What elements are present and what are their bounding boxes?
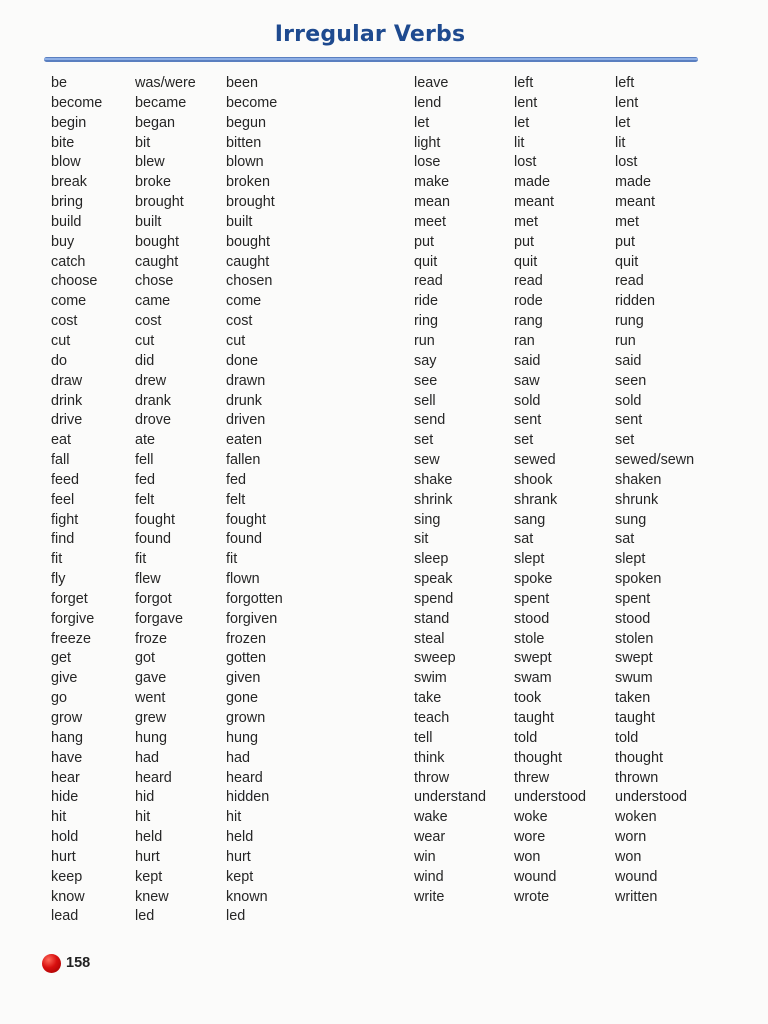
- left-past-participle-column: [226, 74, 283, 927]
- verb-cell: met: [514, 213, 538, 230]
- verb-cell: blew: [135, 154, 165, 171]
- verb-cell: know: [51, 888, 85, 905]
- verb-cell: lose: [414, 154, 441, 171]
- verb-cell: run: [414, 332, 435, 349]
- page-title: Irregular Verbs: [274, 22, 466, 47]
- verb-cell: made: [615, 174, 651, 191]
- verb-cell: drove: [135, 412, 171, 429]
- verb-cell: wrote: [514, 888, 550, 905]
- verb-cell: build: [51, 213, 82, 230]
- verb-cell: do: [51, 352, 68, 369]
- verb-cell: built: [226, 213, 253, 230]
- verb-cell: forgive: [51, 610, 95, 627]
- verb-cell: come: [226, 293, 262, 310]
- verb-cell: spent: [514, 590, 550, 607]
- verb-cell: went: [135, 690, 166, 707]
- verb-cell: hung: [226, 729, 259, 746]
- verb-cell: made: [514, 174, 550, 191]
- verb-cell: feel: [51, 491, 75, 508]
- verb-cell: fly: [51, 571, 66, 588]
- verb-cell: hear: [51, 769, 80, 786]
- verb-cell: fall: [51, 452, 70, 469]
- left-past-form-column: [135, 74, 196, 927]
- verb-cell: set: [514, 432, 534, 449]
- verb-cell: done: [226, 352, 259, 369]
- verb-cell: sew: [414, 452, 440, 469]
- verb-cell: fought: [135, 511, 176, 528]
- verb-cell: write: [414, 888, 445, 905]
- verb-cell: shook: [514, 471, 553, 488]
- verb-cell: quit: [414, 253, 438, 270]
- verb-cell: draw: [51, 372, 83, 389]
- verb-cell: fight: [51, 511, 79, 528]
- verb-cell: shake: [414, 471, 453, 488]
- verb-cell: stolen: [615, 630, 654, 647]
- page-number: 158: [66, 955, 91, 971]
- verb-cell: built: [135, 213, 162, 230]
- verb-cell: got: [135, 650, 156, 667]
- verb-cell: teach: [414, 710, 450, 726]
- verb-cell: put: [414, 233, 435, 250]
- verb-cell: known: [226, 888, 268, 905]
- verb-cell: quit: [615, 253, 639, 270]
- right-past-participle-column: [615, 74, 694, 907]
- verb-cell: get: [51, 650, 72, 667]
- verb-cell: heard: [226, 769, 263, 786]
- verb-cell: shrank: [514, 491, 558, 508]
- verb-cell: woken: [615, 809, 657, 826]
- verb-cell: thought: [615, 749, 664, 766]
- verb-cell: come: [51, 293, 87, 310]
- verb-cell: caught: [135, 253, 179, 270]
- verb-cell: gone: [226, 690, 259, 707]
- verb-cell: thought: [514, 749, 563, 766]
- verb-cell: forget: [51, 590, 88, 607]
- verb-cell: give: [51, 670, 78, 687]
- verb-cell: sent: [514, 412, 542, 429]
- verb-cell: wound: [615, 868, 658, 885]
- verb-cell: forgiven: [226, 610, 278, 627]
- verb-cell: held: [226, 829, 254, 846]
- verb-cell: sat: [615, 531, 635, 548]
- verb-cell: caught: [226, 253, 270, 270]
- verb-cell: sleep: [414, 551, 449, 568]
- verb-cell: say: [414, 352, 437, 369]
- verb-cell: brought: [226, 194, 275, 211]
- verb-cell: stole: [514, 630, 545, 647]
- verb-cell: left: [615, 75, 635, 91]
- left-base-form-column: [51, 74, 102, 927]
- verb-cell: cost: [135, 313, 162, 330]
- verb-cell: leave: [414, 75, 449, 91]
- verb-cell: break: [51, 174, 87, 191]
- verb-cell: chose: [135, 273, 174, 290]
- verb-cell: hit: [51, 809, 67, 826]
- verb-cell: threw: [514, 769, 550, 786]
- verb-cell: begun: [226, 114, 267, 131]
- verb-cell: had: [135, 749, 160, 766]
- verb-cell: hit: [135, 809, 151, 826]
- verb-cell: came: [135, 293, 171, 310]
- verb-cell: ran: [514, 332, 535, 349]
- verb-cell: let: [514, 114, 530, 131]
- verb-cell: ride: [414, 293, 438, 310]
- verb-cell: told: [615, 729, 639, 746]
- verb-cell: bite: [51, 134, 75, 151]
- verb-cell: been: [226, 75, 259, 91]
- right-past-form-column: [514, 74, 586, 907]
- verb-cell: felt: [135, 491, 155, 508]
- verb-cell: hidden: [226, 789, 270, 806]
- verb-cell: lent: [514, 94, 538, 111]
- verb-cell: go: [51, 690, 68, 707]
- verb-cell: cut: [226, 332, 246, 349]
- verb-cell: drawn: [226, 372, 266, 389]
- verb-cell: won: [615, 848, 642, 865]
- verb-cell: hide: [51, 789, 79, 806]
- verb-cell: light: [414, 134, 441, 151]
- verb-cell: hurt: [51, 848, 76, 865]
- verb-cell: meant: [514, 194, 554, 211]
- verb-cell: spoken: [615, 571, 662, 588]
- verb-cell: be: [51, 75, 68, 91]
- verb-cell: shrink: [414, 491, 453, 508]
- verb-cell: drink: [51, 392, 83, 409]
- verb-cell: steal: [414, 630, 445, 647]
- verb-cell: hid: [135, 789, 155, 806]
- verb-cell: begin: [51, 114, 87, 131]
- verb-cell: taken: [615, 690, 651, 707]
- verb-cell: drew: [135, 372, 167, 389]
- verb-cell: won: [514, 848, 541, 865]
- verb-cell: chosen: [226, 273, 273, 290]
- verb-cell: swam: [514, 670, 552, 687]
- verb-cell: understood: [615, 789, 688, 806]
- verb-cell: buy: [51, 233, 75, 250]
- verb-cell: fought: [226, 511, 267, 528]
- verb-cell: fell: [135, 452, 154, 469]
- verb-cell: speak: [414, 571, 453, 588]
- verb-cell: stood: [615, 610, 651, 627]
- verb-cell: cost: [226, 313, 253, 330]
- verb-cell: flew: [135, 571, 161, 588]
- verb-cell: left: [514, 75, 534, 91]
- verb-cell: hurt: [226, 848, 251, 865]
- verb-cell: make: [414, 174, 450, 191]
- verb-cell: swum: [615, 670, 653, 687]
- verb-cell: feed: [51, 471, 80, 488]
- right-base-form-column: [414, 74, 486, 907]
- verb-cell: taught: [514, 710, 555, 726]
- verb-cell: frozen: [226, 630, 266, 647]
- verb-cell: stood: [514, 610, 550, 627]
- verb-cell: ring: [414, 313, 438, 330]
- verb-cell: cut: [135, 332, 155, 349]
- verb-cell: see: [414, 372, 438, 389]
- title-underline-rule: [44, 57, 698, 62]
- verb-cell: meant: [615, 194, 655, 211]
- verb-cell: become: [51, 94, 103, 111]
- verb-cell: cut: [51, 332, 71, 349]
- verb-cell: seen: [615, 372, 647, 389]
- verb-cell: held: [135, 829, 163, 846]
- verb-cell: become: [226, 94, 278, 111]
- verb-cell: cost: [51, 313, 78, 330]
- verb-cell: swept: [615, 650, 653, 667]
- verb-cell: bought: [135, 233, 180, 250]
- verb-cell: met: [615, 213, 639, 230]
- verb-cell: bring: [51, 194, 83, 211]
- verb-cell: rode: [514, 293, 543, 310]
- verb-cell: kept: [226, 868, 254, 885]
- verb-cell: throw: [414, 769, 450, 786]
- verb-cell: sewed: [514, 452, 556, 469]
- verb-cell: send: [414, 412, 446, 429]
- verb-cell: broken: [226, 174, 271, 191]
- verb-cell: understood: [514, 789, 587, 806]
- verb-cell: find: [51, 531, 75, 548]
- verb-cell: let: [414, 114, 430, 131]
- verb-cell: run: [615, 332, 636, 349]
- verb-cell: blown: [226, 154, 264, 171]
- verb-cell: bought: [226, 233, 271, 250]
- verb-cell: led: [135, 908, 155, 925]
- verb-cell: lend: [414, 94, 442, 111]
- verb-cell: eat: [51, 432, 72, 449]
- verb-cell: wore: [514, 829, 546, 846]
- verb-cell: sang: [514, 511, 546, 528]
- verb-cell: wake: [414, 809, 448, 826]
- verb-cell: drank: [135, 392, 171, 409]
- verb-cell: rang: [514, 313, 543, 330]
- verb-cell: grew: [135, 710, 167, 726]
- verb-cell: read: [615, 273, 644, 290]
- verb-cell: driven: [226, 412, 266, 429]
- verb-cell: freeze: [51, 630, 91, 647]
- verb-cell: became: [135, 94, 187, 111]
- verb-cell: sewed/sewn: [615, 452, 695, 469]
- verb-cell: told: [514, 729, 538, 746]
- verb-cell: win: [414, 848, 436, 865]
- verb-cell: worn: [615, 829, 647, 846]
- verb-cell: fed: [135, 471, 156, 488]
- verb-cell: kept: [135, 868, 163, 885]
- verb-cell: sat: [514, 531, 534, 548]
- verb-cell: swim: [414, 670, 447, 687]
- red-dot-icon: [42, 954, 61, 973]
- verb-cell: given: [226, 670, 261, 687]
- verb-cell: grow: [51, 710, 83, 726]
- verb-cell: led: [226, 908, 246, 925]
- verb-cell: lost: [514, 154, 537, 171]
- verb-cell: was/were: [135, 75, 196, 91]
- verb-cell: shaken: [615, 471, 662, 488]
- verb-cell: froze: [135, 630, 167, 647]
- verb-cell: mean: [414, 194, 450, 211]
- verb-cell: ridden: [615, 293, 656, 310]
- verb-cell: found: [226, 531, 263, 548]
- verb-cell: swept: [514, 650, 552, 667]
- verb-cell: lent: [615, 94, 639, 111]
- verb-cell: think: [414, 749, 445, 766]
- verb-cell: fit: [51, 551, 63, 568]
- verb-cell: saw: [514, 372, 540, 389]
- verb-cell: gotten: [226, 650, 267, 667]
- verb-cell: lit: [615, 134, 626, 151]
- verb-cell: have: [51, 749, 83, 766]
- verb-cell: set: [414, 432, 434, 449]
- verb-cell: heard: [135, 769, 172, 786]
- verb-cell: taught: [615, 710, 656, 726]
- verb-cell: fallen: [226, 452, 261, 469]
- verb-cell: sold: [514, 392, 541, 409]
- verb-cell: took: [514, 690, 542, 707]
- verb-cell: did: [135, 352, 155, 369]
- verb-cell: stand: [414, 610, 450, 627]
- verb-cell: hung: [135, 729, 168, 746]
- verb-cell: bitten: [226, 134, 262, 151]
- page-number-block: [42, 952, 90, 974]
- verb-cell: fit: [226, 551, 238, 568]
- verb-cell: sold: [615, 392, 642, 409]
- verb-cell: rung: [615, 313, 644, 330]
- verb-cell: set: [615, 432, 635, 449]
- verb-cell: sung: [615, 511, 647, 528]
- verb-cell: quit: [514, 253, 538, 270]
- verb-cell: sit: [414, 531, 429, 548]
- verb-cell: sweep: [414, 650, 456, 667]
- verb-cell: found: [135, 531, 172, 548]
- verb-cell: drive: [51, 412, 83, 429]
- verb-cell: meet: [414, 213, 446, 230]
- verb-cell: slept: [514, 551, 545, 568]
- verb-cell: spoke: [514, 571, 553, 588]
- verb-cell: understand: [414, 789, 487, 806]
- verb-cell: fed: [226, 471, 247, 488]
- verb-cell: fit: [135, 551, 147, 568]
- verb-cell: hurt: [135, 848, 160, 865]
- verb-cell: woke: [514, 809, 548, 826]
- verb-cell: lost: [615, 154, 638, 171]
- verb-cell: grown: [226, 710, 266, 726]
- verb-cell: put: [615, 233, 636, 250]
- verb-cell: forgave: [135, 610, 183, 627]
- verb-cell: forgotten: [226, 590, 283, 607]
- verb-cell: wear: [414, 829, 446, 846]
- verb-cell: broke: [135, 174, 171, 191]
- verb-cell: blow: [51, 154, 81, 171]
- verb-cell: hold: [51, 829, 79, 846]
- verb-cell: eaten: [226, 432, 263, 449]
- verb-cell: take: [414, 690, 442, 707]
- verb-cell: hang: [51, 729, 84, 746]
- verb-cell: let: [615, 114, 631, 131]
- verb-cell: said: [615, 352, 642, 369]
- verb-cell: wound: [514, 868, 557, 885]
- verb-cell: ate: [135, 432, 156, 449]
- verb-cell: tell: [414, 729, 433, 746]
- verb-cell: brought: [135, 194, 184, 211]
- verb-cell: began: [135, 114, 176, 131]
- verb-cell: forgot: [135, 590, 172, 607]
- verb-cell: sell: [414, 392, 436, 409]
- verb-cell: read: [414, 273, 443, 290]
- verb-cell: hit: [226, 809, 242, 826]
- verb-cell: thrown: [615, 769, 659, 786]
- verb-cell: written: [615, 888, 658, 905]
- verb-cell: catch: [51, 253, 86, 270]
- verb-cell: knew: [135, 888, 169, 905]
- verb-cell: sing: [414, 511, 441, 528]
- verb-cell: felt: [226, 491, 246, 508]
- verb-cell: said: [514, 352, 541, 369]
- verb-cell: shrunk: [615, 491, 659, 508]
- verb-cell: lit: [514, 134, 525, 151]
- verb-cell: slept: [615, 551, 646, 568]
- verb-cell: choose: [51, 273, 98, 290]
- verb-cell: put: [514, 233, 535, 250]
- verb-cell: drunk: [226, 392, 262, 409]
- verb-cell: read: [514, 273, 543, 290]
- verb-cell: sent: [615, 412, 643, 429]
- verb-cell: gave: [135, 670, 167, 687]
- verb-cell: wind: [414, 868, 444, 885]
- verb-cell: bit: [135, 134, 151, 151]
- verb-cell: keep: [51, 868, 83, 885]
- verb-cell: spend: [414, 590, 454, 607]
- verb-cell: spent: [615, 590, 651, 607]
- verb-cell: lead: [51, 908, 79, 925]
- verb-cell: had: [226, 749, 251, 766]
- verb-cell: flown: [226, 571, 260, 588]
